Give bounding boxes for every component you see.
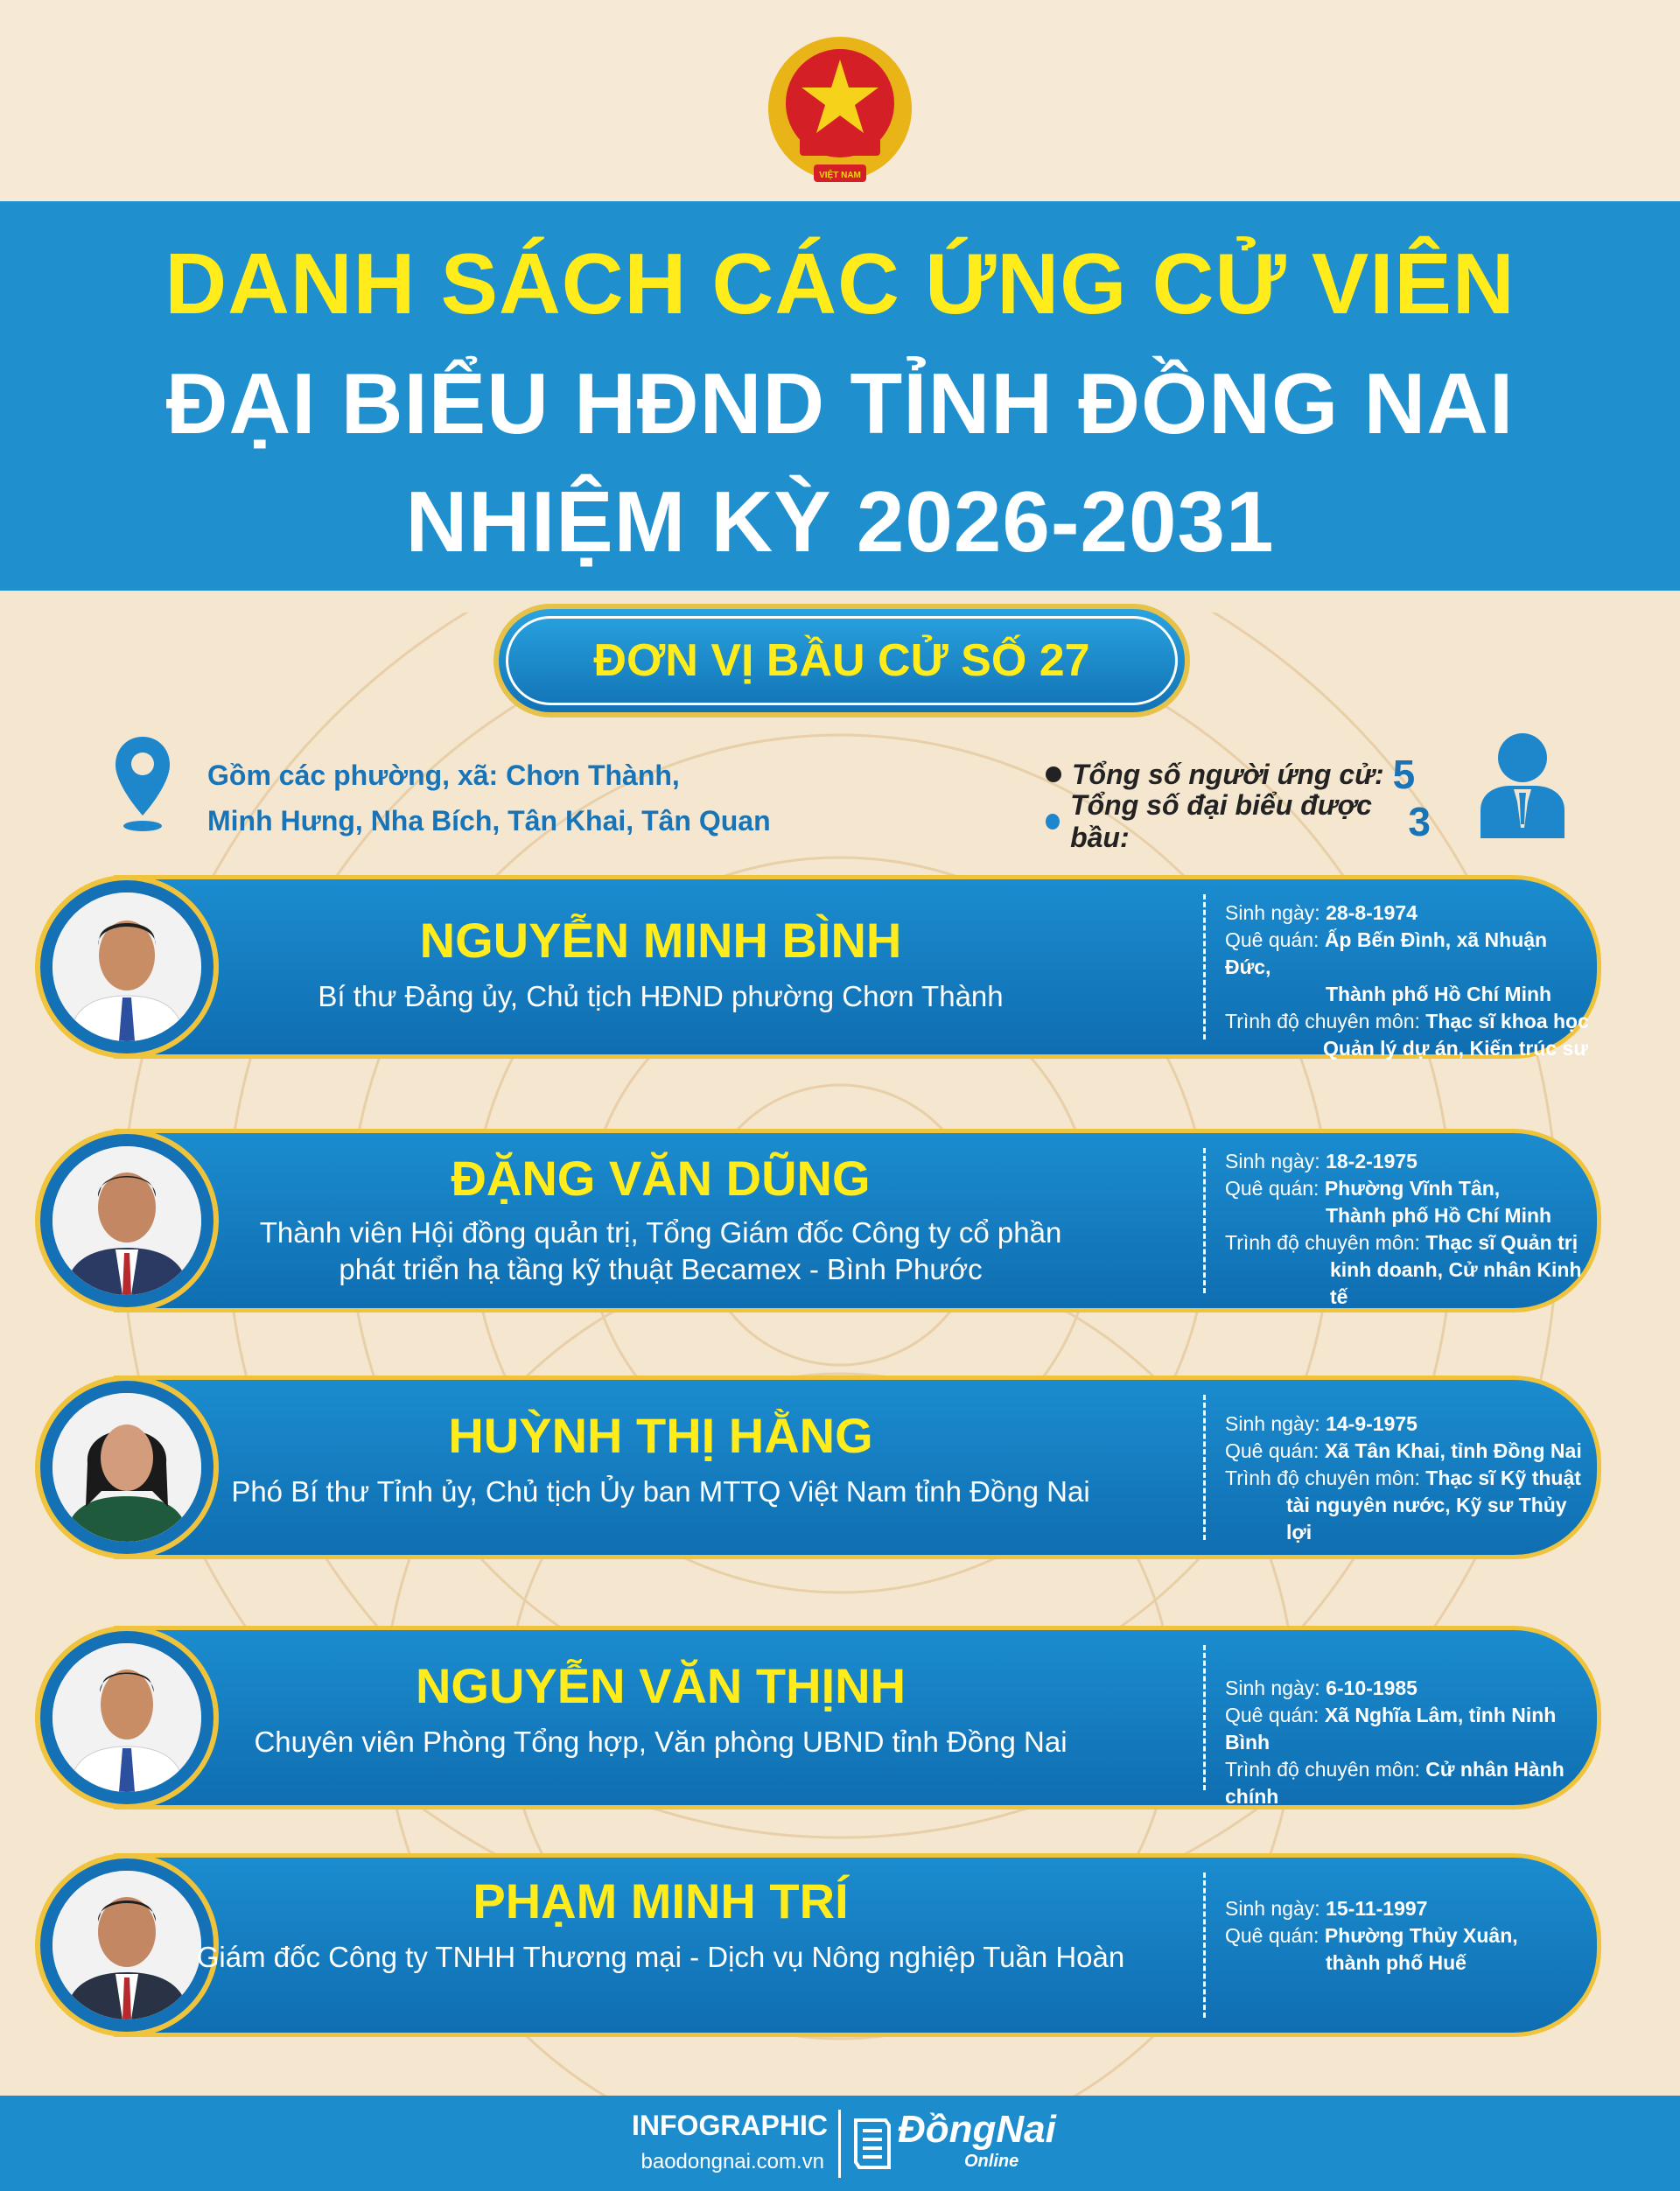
- birth-label: Sinh ngày:: [1225, 1676, 1320, 1699]
- education-label: Trình độ chuyên môn:: [1225, 1010, 1420, 1032]
- footer-site-link[interactable]: baodongnai.com.vn: [640, 2150, 824, 2174]
- education-label: Trình độ chuyên môn:: [1225, 1231, 1420, 1254]
- hometown-line-2: Thành phố Hồ Chí Minh: [1326, 1204, 1552, 1227]
- candidate-info: [1225, 1410, 1592, 1546]
- card-divider: [1203, 1872, 1206, 2018]
- footer: [0, 2096, 1680, 2191]
- person-icon: [1479, 732, 1566, 838]
- candidate-info: [1225, 1148, 1592, 1311]
- hometown-line-1: Phường Thủy Xuân,: [1324, 1924, 1518, 1947]
- area-line-1: Gồm các phường, xã: Chơn Thành,: [207, 760, 680, 791]
- portrait-man-icon: [52, 1146, 201, 1295]
- stat-candidates-label: Tổng số người ứng cử:: [1072, 758, 1384, 790]
- bullet-dark-icon: [1046, 766, 1061, 782]
- birth-label: Sinh ngày:: [1225, 901, 1320, 924]
- footer-divider: [838, 2110, 841, 2178]
- hometown-line-2: Thành phố Hồ Chí Minh: [1326, 983, 1552, 1005]
- hometown-line-1: Xã Tân Khai, tỉnh Đồng Nai: [1324, 1439, 1582, 1462]
- electoral-unit-badge: [494, 604, 1190, 718]
- area-line-2: Minh Hưng, Nha Bích, Tân Khai, Tân Quan: [207, 805, 771, 836]
- candidate-role-line-2: phát triển hạ tầng kỹ thuật Becamex - Bình Phước: [339, 1253, 983, 1285]
- education-line-1: Thạc sĩ Quản trị: [1425, 1231, 1578, 1254]
- candidate-name: HUỲNH THỊ HẰNG: [448, 1408, 873, 1463]
- title-line-3: NHIỆM KỲ 2026-2031: [405, 473, 1275, 570]
- candidate-card: [35, 1626, 1645, 1810]
- candidate-card: [35, 1376, 1645, 1559]
- candidate-photo: [35, 875, 219, 1059]
- candidate-role-line-1: Phó Bí thư Tỉnh ủy, Chủ tịch Ủy ban MTTQ Việt Nam tỉnh Đồng Nai: [231, 1475, 1090, 1508]
- title-line-1: DANH SÁCH CÁC ỨNG CỬ VIÊN: [164, 235, 1516, 332]
- education-label: Trình độ chuyên môn:: [1225, 1466, 1420, 1489]
- education-line-2: kinh doanh, Cử nhân Kinh tế: [1330, 1258, 1582, 1308]
- candidate-name: ĐẶNG VĂN DŨNG: [451, 1151, 871, 1206]
- card-divider: [1203, 1645, 1206, 1790]
- birth-label: Sinh ngày:: [1225, 1150, 1320, 1172]
- footer-infographic-label: INFOGRAPHIC: [632, 2110, 828, 2141]
- candidate-photo: [35, 1129, 219, 1312]
- candidate-info: [1225, 900, 1592, 1062]
- stat-elected-label: Tổng số đại biểu được bầu:: [1070, 789, 1372, 853]
- education-line-1: Thạc sĩ Kỹ thuật: [1425, 1466, 1581, 1489]
- birth-value: 28-8-1974: [1326, 901, 1418, 924]
- stat-elected: [1046, 789, 1431, 853]
- card-divider: [1203, 1395, 1206, 1540]
- stat-candidates-value: 5: [1392, 752, 1416, 797]
- birth-value: 6-10-1985: [1326, 1676, 1418, 1699]
- candidate-role-line-1: Thành viên Hội đồng quản trị, Tổng Giám đốc Công ty cổ phần: [259, 1216, 1062, 1249]
- portrait-man-icon: [52, 892, 201, 1041]
- candidate-info: [1225, 1895, 1592, 1977]
- candidate-photo: [35, 1376, 219, 1559]
- education-line-2: Quản lý dự án, Kiến trúc sư: [1323, 1037, 1588, 1060]
- birth-value: 15-11-1997: [1326, 1897, 1428, 1920]
- candidate-role-line-1: Chuyên viên Phòng Tổng hợp, Văn phòng UBND tỉnh Đồng Nai: [254, 1726, 1068, 1758]
- title-line-2: ĐẠI BIỂU HĐND TỈNH ĐỒNG NAI: [165, 355, 1515, 452]
- emblem-label: VIỆT NAM: [819, 171, 861, 180]
- candidate-card: [35, 875, 1645, 1059]
- candidate-card: [35, 1853, 1645, 2037]
- area-description: [207, 752, 820, 844]
- portrait-man-icon: [52, 1871, 201, 2020]
- hometown-label: Quê quán:: [1225, 1439, 1320, 1462]
- location-pin-icon: [114, 735, 172, 833]
- birth-label: Sinh ngày:: [1225, 1897, 1320, 1920]
- portrait-man-icon: [52, 1643, 201, 1792]
- education-line-1: Cử nhân Hành chính: [1225, 1758, 1564, 1808]
- candidate-role-line-1: Bí thư Đảng ủy, Chủ tịch HĐND phường Chơn Thành: [318, 980, 1004, 1012]
- candidate-info: [1225, 1675, 1592, 1810]
- card-divider: [1203, 894, 1206, 1040]
- education-line-2: tài nguyên nước, Kỹ sư Thủy lợi: [1286, 1494, 1567, 1544]
- candidate-name: NGUYỄN MINH BÌNH: [419, 913, 902, 968]
- hometown-label: Quê quán:: [1225, 1924, 1320, 1947]
- birth-label: Sinh ngày:: [1225, 1412, 1320, 1435]
- candidate-photo: [35, 1626, 219, 1810]
- portrait-woman-icon: [52, 1393, 201, 1542]
- candidate-card: [35, 1129, 1645, 1312]
- candidate-role-line-1: Giám đốc Công ty TNHH Thương mại - Dịch vụ Nông nghiệp Tuần Hoàn: [196, 1941, 1125, 1973]
- bullet-blue-icon: [1046, 814, 1060, 830]
- candidate-name: PHẠM MINH TRÍ: [472, 1873, 849, 1928]
- hometown-label: Quê quán:: [1225, 928, 1320, 951]
- education-line-1: Thạc sĩ khoa học: [1425, 1010, 1589, 1032]
- card-divider: [1203, 1148, 1206, 1293]
- national-emblem-icon: [765, 33, 915, 189]
- footer-logo-text: ĐồngNai: [898, 2108, 1056, 2151]
- hometown-label: Quê quán:: [1225, 1704, 1320, 1726]
- footer-logo-sub: Online: [964, 2152, 1019, 2171]
- birth-value: 14-9-1975: [1326, 1412, 1418, 1435]
- electoral-unit-label: ĐƠN VỊ BẦU CỬ SỐ 27: [506, 616, 1178, 705]
- candidate-name: NGUYỄN VĂN THỊNH: [415, 1658, 906, 1713]
- hometown-line-2: thành phố Huế: [1326, 1951, 1466, 1974]
- newspaper-logo-icon: [850, 2113, 894, 2174]
- hometown-label: Quê quán:: [1225, 1177, 1320, 1200]
- candidate-photo: [35, 1853, 219, 2037]
- hometown-line-1: Xã Nghĩa Lâm, tỉnh Ninh Bình: [1225, 1704, 1557, 1754]
- education-label: Trình độ chuyên môn:: [1225, 1758, 1420, 1781]
- hometown-line-1: Ấp Bến Đình, xã Nhuận Đức,: [1225, 928, 1548, 978]
- stats-block: [1046, 751, 1431, 853]
- stat-elected-value: 3: [1408, 799, 1431, 844]
- birth-value: 18-2-1975: [1326, 1150, 1418, 1172]
- hometown-line-1: Phường Vĩnh Tân,: [1324, 1177, 1501, 1200]
